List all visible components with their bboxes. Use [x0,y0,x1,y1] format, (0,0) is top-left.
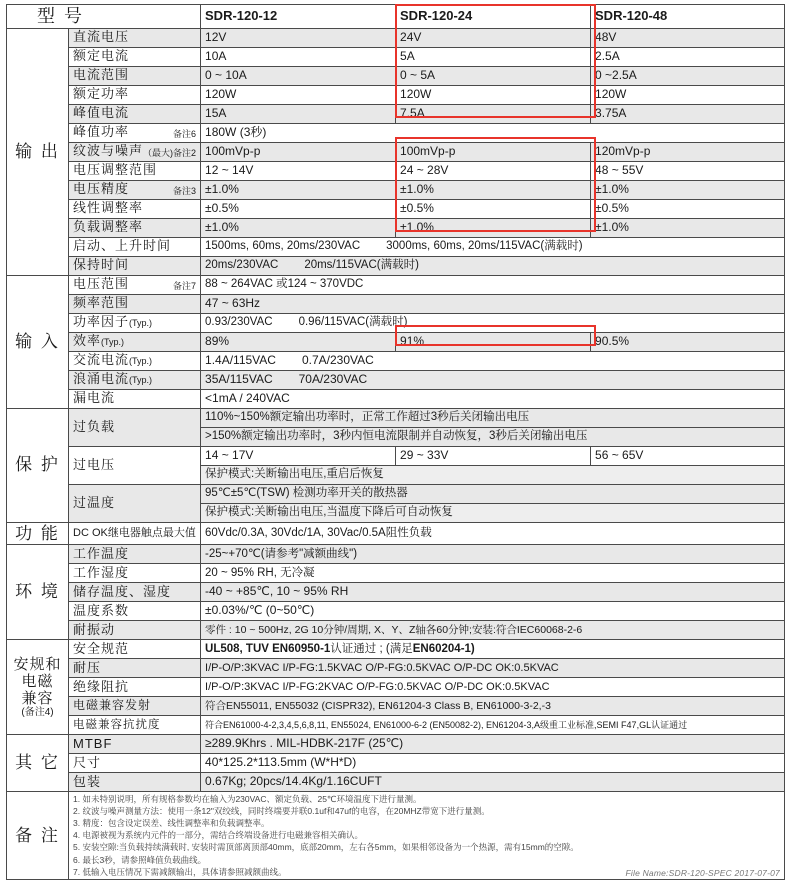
value-dc-voltage-24: 24V [396,28,591,47]
value-efficiency-48: 90.5% [591,332,785,351]
value-working-humidity: 20 ~ 95% RH, 无冷凝 [201,564,785,583]
value-ac-current [201,351,785,370]
notes-list [73,793,780,877]
value-rated-current-24: 5A [396,47,591,66]
section-input: 输 入 [7,275,69,408]
note-item: 2. 纹波与噪声测量方法：使用一条12"双绞线，同时终端要并联0.1uf和47uf的电容，在20MHZ带宽下进行量测。 [73,806,490,817]
value-startup-rise-b: 3000ms, 60ms, 20ms/115VAC(满载时) [386,240,583,253]
value-peak-power: 180W (3秒) [201,123,785,142]
value-rated-power-24: 120W [396,85,591,104]
param-power-factor [69,313,201,332]
table-row-voltage-adj-range [7,161,785,180]
table-row-emc-emission [7,697,785,716]
value-line-regulation-12: ±0.5% [201,199,396,218]
param-inrush-current-label: 浪涌电流 [73,371,130,387]
param-ac-current-note: (Typ.) [129,356,153,367]
value-peak-current-24: 7.5A [396,104,591,123]
value-ripple-noise-24: 100mVp-p [396,142,591,161]
specification-table [6,4,785,880]
table-row-input-voltage-range [7,275,785,294]
value-insulation-resistance: I/P-O/P:3KVAC I/P-FG:2KVAC O/P-FG:0.5KVAC O/P-DC OK:0.5KVAC [201,678,785,697]
table-row-efficiency [7,332,785,351]
value-safety-standards-bold: UL508, TUV EN60950-1 [205,642,331,655]
table-row-hold-time [7,256,785,275]
param-ac-current-label: 交流电流 [73,352,130,368]
value-hold-time-a: 20ms/230VAC [205,259,279,272]
param-voltage-accuracy-label: 电压精度 [73,181,130,197]
value-current-range-24: 0 ~ 5A [396,66,591,85]
value-startup-rise-a: 1500ms, 60ms, 20ms/230VAC [205,240,361,253]
section-notes: 备 注 [7,792,69,879]
param-leakage-current: 漏电流 [69,389,201,408]
param-efficiency [69,332,201,351]
value-dc-voltage-12: 12V [201,28,396,47]
value-power-factor-b: 0.96/115VAC(满载时) [298,316,408,329]
table-row-ripple-noise [7,142,785,161]
value-power-factor-a: 0.93/230VAC [205,316,273,329]
param-voltage-accuracy [69,180,201,199]
value-inrush-current [201,370,785,389]
param-input-voltage-range [69,275,201,294]
table-row-ac-current [7,351,785,370]
value-rated-power-48: 120W [591,85,785,104]
table-row-withstand-voltage [7,659,785,678]
value-current-range-48: 0 ~2.5A [591,66,785,85]
value-current-range-12: 0 ~ 10A [201,66,396,85]
param-efficiency-label: 效率 [73,333,102,349]
value-startup-rise [201,237,785,256]
param-overvoltage: 过电压 [69,446,201,484]
model-sdr-120-12: SDR-120-12 [201,5,396,29]
table-row-dimension [7,754,785,773]
value-hold-time-b: 20ms/115VAC(满载时) [304,259,419,272]
param-efficiency-note: (Typ.) [101,337,125,348]
table-row-emc-immunity [7,716,785,735]
table-row-peak-current [7,104,785,123]
param-freq-range: 频率范围 [69,294,201,313]
section-safety-emc-note: (备注4) [21,707,54,719]
note-item: 5. 安装空隙:当负载持续满载时, 安装时需顶部离顶部40mm，底部20mm，左右各5mm，如果相邻设备为一个热源，需有15mm的空隙。 [73,842,579,853]
model-sdr-120-24: SDR-120-24 [396,5,591,29]
value-inrush-current-b: 70A/230VAC [298,371,368,386]
value-load-regulation-24: ±1.0% [396,218,591,237]
section-environment: 环 境 [7,545,69,640]
section-function: 功 能 [7,522,69,545]
value-vibration: 零件 : 10 ~ 500Hz, 2G 10分钟/周期, X、Y、Z轴各60分钟;安装:符合IEC60068-2-6 [201,621,785,640]
param-inrush-current [69,370,201,389]
section-safety-emc-line1: 安规和 [13,655,62,673]
value-overvoltage-48: 56 ~ 65V [591,446,785,465]
section-other: 其 它 [7,735,69,792]
value-safety-standards-rest: 认证通过 ; (满足 [330,642,413,655]
param-hold-time: 保持时间 [69,256,201,275]
value-hold-time [201,256,785,275]
table-row-mtbf [7,735,785,754]
value-overvoltage-24: 29 ~ 33V [396,446,591,465]
param-peak-current: 峰值电流 [69,104,201,123]
param-overload: 过负载 [69,408,201,446]
value-efficiency-12: 89% [201,332,396,351]
param-storage: 储存温度、湿度 [69,583,201,602]
value-peak-current-12: 15A [201,104,396,123]
table-row-notes [7,792,785,879]
param-peak-power-note: 备注6 [173,129,197,140]
param-power-factor-label: 功率因子 [73,314,130,330]
param-dimension: 尺寸 [69,754,201,773]
param-insulation-resistance: 绝缘阻抗 [69,678,201,697]
table-row-line-regulation [7,199,785,218]
value-power-factor [201,313,785,332]
param-withstand-voltage: 耐压 [69,659,201,678]
value-efficiency-24: 91% [396,332,591,351]
param-dc-ok-relay: DC OK继电器触点最大值 [69,522,201,545]
value-dc-voltage-48: 48V [591,28,785,47]
file-name-footer: File Name:SDR-120-SPEC 2017-07-07 [625,868,780,878]
table-row-load-regulation [7,218,785,237]
value-withstand-voltage: I/P-O/P:3KVAC I/P-FG:1.5KVAC O/P-FG:0.5KVAC O/P-DC OK:0.5KVAC [201,659,785,678]
value-safety-standards-bold2: EN60204-1) [412,642,475,655]
value-ac-current-b: 0.7A/230VAC [301,352,374,367]
value-temp-coefficient: ±0.03%/℃ (0~50℃) [201,602,785,621]
value-rated-current-48: 2.5A [591,47,785,66]
value-leakage-current: <1mA / 240VAC [201,389,785,408]
param-voltage-accuracy-note: 备注3 [173,186,197,197]
notes-cell [69,792,785,879]
table-row-vibration [7,621,785,640]
table-row-power-factor [7,313,785,332]
model-label: 型 号 [7,5,201,29]
value-ac-current-a: 1.4A/115VAC [205,352,276,367]
table-row-packing [7,773,785,792]
value-dimension: 40*125.2*113.5mm (W*H*D) [201,754,785,773]
table-row-leakage-current [7,389,785,408]
param-load-regulation: 负载调整率 [69,218,201,237]
param-input-voltage-range-note: 备注7 [173,281,197,292]
param-emc-immunity: 电磁兼容抗扰度 [69,716,201,735]
param-peak-power-label: 峰值功率 [73,124,130,140]
value-ripple-noise-48: 120mVp-p [591,142,785,161]
param-working-humidity: 工作湿度 [69,564,201,583]
value-emc-immunity: 符合EN61000-4-2,3,4,5,6,8,11, EN55024, EN61000-6-2 (EN50082-2), EN61204-3,A级重工业标准,SEMI F47,GL认证通过 [201,716,785,735]
value-rated-power-12: 120W [201,85,396,104]
param-overtemp: 过温度 [69,484,201,522]
table-row-temp-coefficient [7,602,785,621]
table-row-storage [7,583,785,602]
section-protection: 保 护 [7,408,69,522]
value-voltage-accuracy-24: ±1.0% [396,180,591,199]
table-row-dc-voltage [7,28,785,47]
param-ac-current [69,351,201,370]
table-row-inrush-current [7,370,785,389]
value-overvoltage-12: 14 ~ 17V [201,446,396,465]
table-row-rated-power [7,85,785,104]
value-line-regulation-48: ±0.5% [591,199,785,218]
value-ripple-noise-12: 100mVp-p [201,142,396,161]
section-safety-emc [7,640,69,735]
value-overtemp-line1: 95℃±5℃(TSW) 检测功率开关的散热器 [201,484,785,503]
value-overload-line1: 110%~150%额定输出功率时，正常工作超过3秒后关闭输出电压 [201,408,785,427]
param-inrush-current-note: (Typ.) [129,375,153,386]
value-working-temp: -25~+70℃(请参考"减额曲线") [201,545,785,564]
note-item: 3. 精度：包含设定误差、线性调整率和负载调整率。 [73,818,270,829]
param-dc-voltage: 直流电压 [69,28,201,47]
param-rated-current: 额定电流 [69,47,201,66]
table-row-voltage-accuracy [7,180,785,199]
table-row-insulation-resistance [7,678,785,697]
param-voltage-adj-range: 电压调整范围 [69,161,201,180]
note-item: 7. 低输入电压情况下需减额输出，具体请参照减额曲线。 [73,866,287,877]
param-ripple-noise-label: 纹波与噪声 [73,143,144,159]
value-load-regulation-48: ±1.0% [591,218,785,237]
table-row-dc-ok-relay [7,522,785,545]
param-temp-coefficient: 温度系数 [69,602,201,621]
table-row-overload-1 [7,408,785,427]
value-storage: -40 ~ +85℃, 10 ~ 95% RH [201,583,785,602]
value-overvoltage-mode: 保护模式:关断输出电压,重启后恢复 [201,465,785,484]
param-startup-rise: 启动、上升时间 [69,237,201,256]
table-row-rated-current [7,47,785,66]
param-line-regulation: 线性调整率 [69,199,201,218]
section-safety-emc-line2: 电磁 [21,672,54,690]
table-row-current-range [7,66,785,85]
note-item: 6. 最长3秒，请参照峰值负载曲线。 [73,854,207,865]
param-input-voltage-range-label: 电压范围 [73,276,130,292]
section-safety-emc-line3: 兼容 [21,690,54,708]
value-peak-current-48: 3.75A [591,104,785,123]
value-rated-current-12: 10A [201,47,396,66]
value-overtemp-mode: 保护模式:关断输出电压,当温度下降后可自动恢复 [201,503,785,522]
value-safety-standards [201,640,785,659]
param-power-factor-note: (Typ.) [129,318,153,329]
table-row-peak-power [7,123,785,142]
value-packing: 0.67Kg; 20pcs/14.4Kg/1.16CUFT [201,773,785,792]
param-ripple-noise-note: （最大)备注2 [143,148,197,159]
value-freq-range: 47 ~ 63Hz [201,294,785,313]
param-vibration: 耐振动 [69,621,201,640]
table-row-overtemp-value [7,484,785,503]
value-dc-ok-relay: 60Vdc/0.3A, 30Vdc/1A, 30Vac/0.5A阻性负载 [201,522,785,545]
param-peak-power [69,123,201,142]
table-row-startup-rise [7,237,785,256]
param-mtbf: MTBF [69,735,201,754]
param-emc-emission: 电磁兼容发射 [69,697,201,716]
note-item: 1. 如未特别说明，所有规格参数均在输入为230VAC、额定负载、25℃环境温度下进行量测。 [73,794,422,805]
section-output: 输 出 [7,28,69,275]
table-row-working-temp [7,545,785,564]
param-safety-standards: 安全规范 [69,640,201,659]
param-current-range: 电流范围 [69,66,201,85]
value-emc-emission: 符合EN55011, EN55032 (CISPR32), EN61204-3 Class B, EN61000-3-2,-3 [201,697,785,716]
param-ripple-noise [69,142,201,161]
table-row-freq-range [7,294,785,313]
value-overload-line2: >150%额定输出功率时，3秒内恒电流限制并自动恢复，3秒后关闭输出电压 [201,427,785,446]
value-voltage-accuracy-48: ±1.0% [591,180,785,199]
value-voltage-accuracy-12: ±1.0% [201,180,396,199]
table-row-safety-standards [7,640,785,659]
value-input-voltage-range: 88 ~ 264VAC 或124 ~ 370VDC [201,275,785,294]
param-packing: 包装 [69,773,201,792]
table-row-model [7,5,785,29]
value-voltage-adj-range-24: 24 ~ 28V [396,161,591,180]
value-mtbf: ≥289.9Khrs . MIL-HDBK-217F (25℃) [201,735,785,754]
value-inrush-current-a: 35A/115VAC [205,371,273,386]
table-row-overvoltage-values [7,446,785,465]
param-working-temp: 工作温度 [69,545,201,564]
value-line-regulation-24: ±0.5% [396,199,591,218]
value-voltage-adj-range-12: 12 ~ 14V [201,161,396,180]
value-voltage-adj-range-48: 48 ~ 55V [591,161,785,180]
table-row-working-humidity [7,564,785,583]
model-sdr-120-48: SDR-120-48 [591,5,785,29]
param-rated-power: 额定功率 [69,85,201,104]
value-load-regulation-12: ±1.0% [201,218,396,237]
note-item: 4. 电源被视为系统内元件的一部分，需结合终端设备进行电磁兼容相关确认。 [73,830,363,841]
